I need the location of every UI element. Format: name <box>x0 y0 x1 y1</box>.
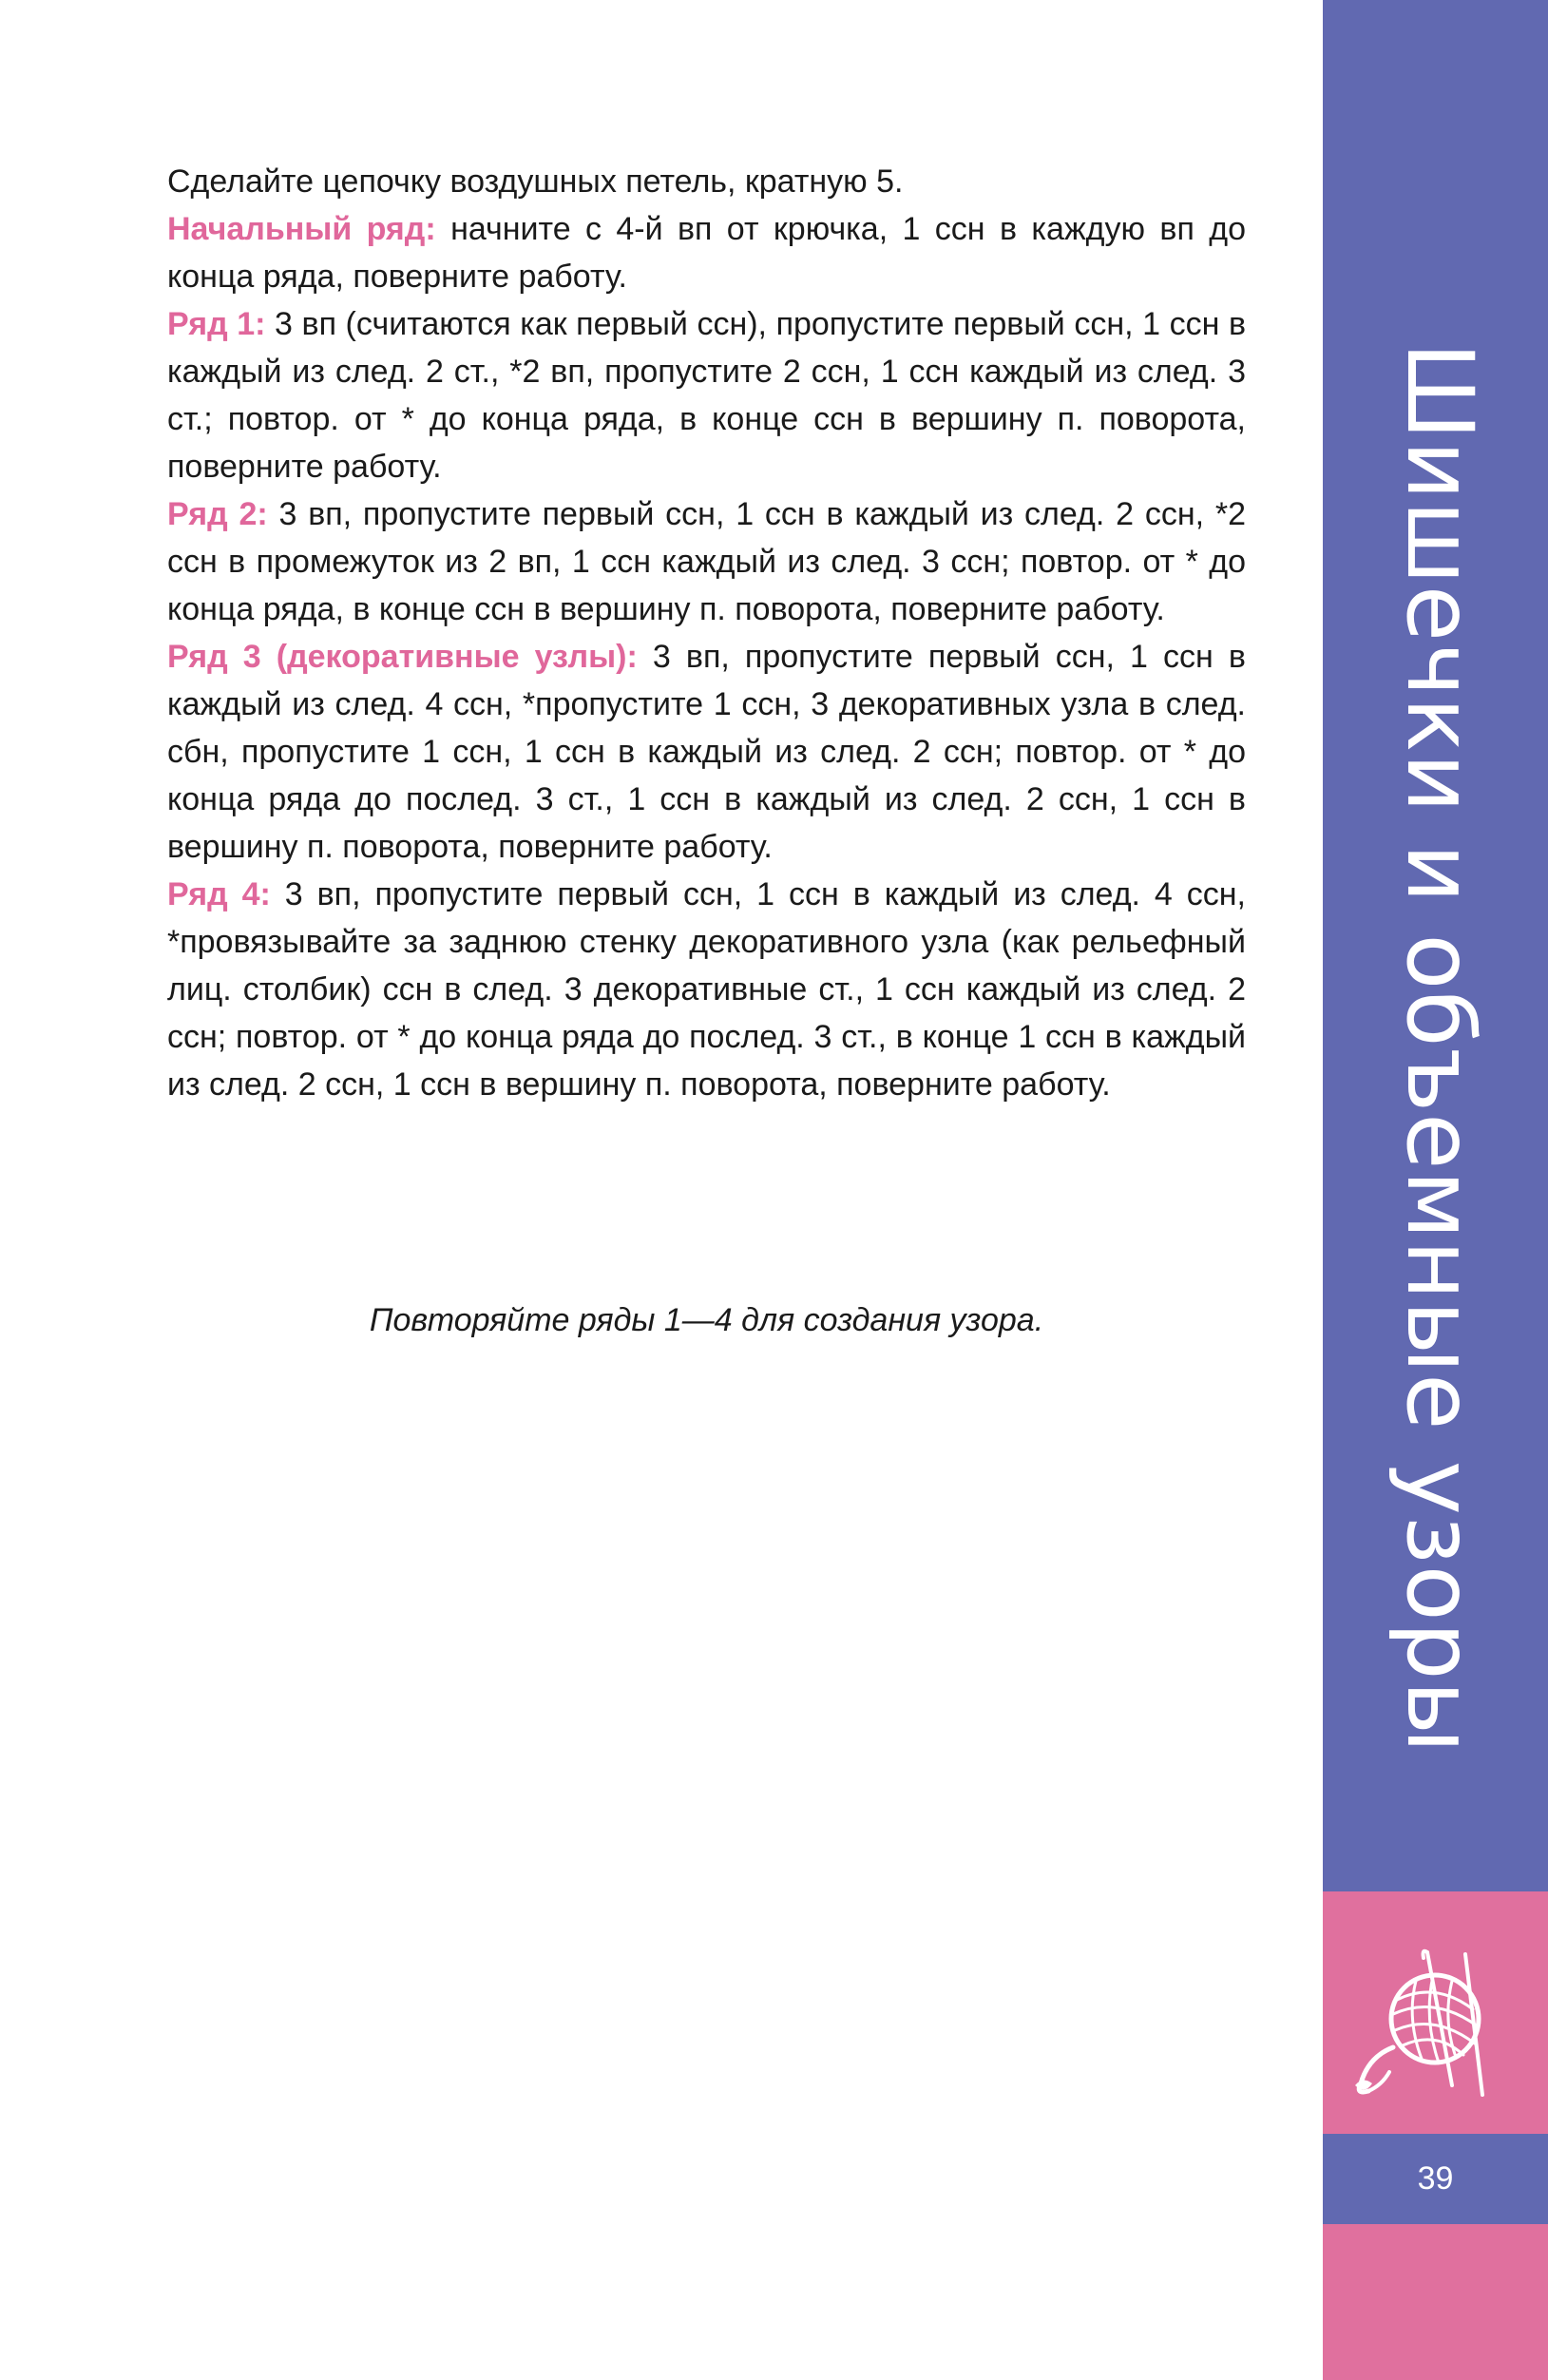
repeat-note: Повторяйте ряды 1—4 для создания узора. <box>369 1302 1044 1338</box>
page-number: 39 <box>1417 2160 1454 2197</box>
row-text: 3 вп, пропустите первый ссн, 1 ссн в каждый из след. 4 ссн, *пропустите 1 ссн, 3 декоративных узла в след. сбн, пропустите 1 ссн, 1 ссн в каждый из след. 2 ссн; повтор. от * до конца ряда до послед. 3 ст., 1 ссн в каждый из след. 2 ссн, 1 ссн в вершину п. поворота, поверните работу. <box>167 639 1246 865</box>
chapter-title: Шишечки и объемные узоры <box>1386 342 1493 1755</box>
row-text: 3 вп, пропустите первый ссн, 1 ссн в каждый из след. 4 ссн, *провязывайте за заднюю стенку декоративного узла (как рельефный лиц. столбик) ссн в след. 3 декоративные ст., 1 ссн каждый из след. 2 ссн; повтор. от * до конца ряда до послед. 3 ст., в конце 1 ссн в каждый из след. 2 ссн, 1 ссн в вершину п. поворота, поверните работу. <box>167 876 1247 1103</box>
row-start <box>167 205 1246 300</box>
row-1 <box>167 300 1246 490</box>
intro-text: Сделайте цепочку воздушных петель, кратную 5. <box>167 163 904 200</box>
pattern-instructions <box>167 158 1246 1108</box>
row-text: начните с 4-й вп от крючка, 1 ссн в каждую вп до конца ряда, поверните работу. <box>167 211 1246 295</box>
chapter-sidebar <box>1323 0 1548 2380</box>
row-label: Ряд 1: <box>167 306 266 342</box>
row-2 <box>167 490 1246 633</box>
row-text: 3 вп (считаются как первый ссн), пропустите первый ссн, 1 ссн в каждый из след. 2 ст., *2 вп, пропустите 2 ссн, 1 ссн каждый из след. 3 ст.; повтор. от * до конца ряда, в конце ссн в вершину п. поворота, поверните работу. <box>167 306 1247 485</box>
row-text: 3 вп, пропустите первый ссн, 1 ссн в каждый из след. 2 ссн, *2 ссн в промежуток из 2 вп, 1 ссн каждый из след. 3 ссн; повтор. от * до конца ряда, в конце ссн в вершину п. поворота, поверните работу. <box>167 496 1247 627</box>
row-label: Ряд 2: <box>167 496 268 532</box>
row-3 <box>167 633 1246 871</box>
yarn-ball-hook-icon <box>1340 1943 1492 2104</box>
row-label: Ряд 3 (декоративные узлы): <box>167 639 638 675</box>
row-label: Начальный ряд: <box>167 211 436 247</box>
row-label: Ряд 4: <box>167 876 271 912</box>
row-4 <box>167 871 1246 1108</box>
sidebar-bottom-band <box>1323 2224 1548 2380</box>
